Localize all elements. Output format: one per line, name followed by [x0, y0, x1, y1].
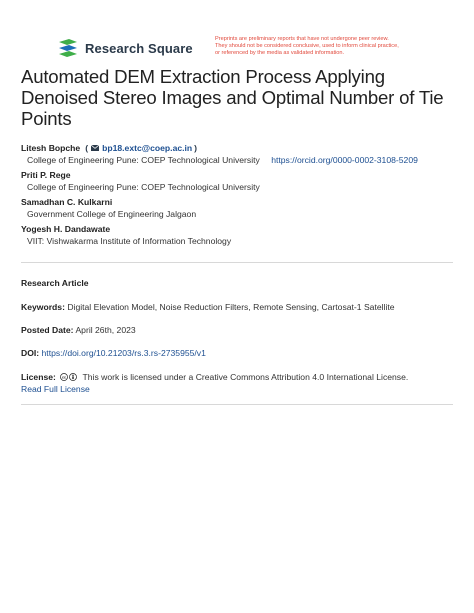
research-square-logo-icon — [57, 38, 79, 58]
preprint-notice-line: or referenced by the media as validated information. — [215, 50, 345, 56]
author-affiliation: College of Engineering Pune: COEP Technological University — [27, 155, 260, 165]
posted-date-row — [21, 324, 453, 336]
posted-date-label: Posted Date: — [21, 325, 74, 335]
doi-label: DOI: — [21, 348, 40, 358]
author-item — [21, 222, 461, 249]
brand-name: Research Square — [85, 40, 193, 56]
preprint-notice-line: Preprints are preliminary reports that have not undergone peer review. — [215, 36, 389, 42]
svg-text:cc: cc — [62, 375, 67, 380]
author-item — [21, 168, 461, 195]
posted-date-value: April 26th, 2023 — [75, 325, 136, 335]
cc-icon — [60, 373, 68, 381]
author-affiliation-row — [21, 154, 461, 168]
section-divider — [21, 404, 453, 405]
author-name-row — [21, 141, 461, 154]
paper-title: Automated DEM Extraction Process Applying Denoised Stereo Images and Optimal Number of Tie Points — [21, 66, 444, 129]
by-icon — [69, 373, 77, 381]
section-divider — [21, 262, 453, 263]
preprint-notice — [215, 36, 445, 57]
author-name: Priti P. Rege — [21, 169, 71, 180]
author-item — [21, 195, 461, 222]
keywords-value: Digital Elevation Model, Noise Reduction Filters, Remote Sensing, Cartosat-1 Satellite — [67, 302, 395, 312]
author-affiliation: Government College of Engineering Jalgaon — [27, 209, 197, 219]
preprint-notice-line: They should not be considered conclusive, used to inform clinical practice, — [215, 43, 399, 49]
research-square-logo[interactable] — [57, 38, 193, 58]
author-email[interactable] — [85, 142, 197, 154]
author-name: Samadhan C. Kulkarni — [21, 196, 113, 207]
author-list — [21, 141, 461, 249]
license-row — [21, 371, 453, 395]
orcid-link[interactable]: https://orcid.org/0000-0002-3108-5209 — [271, 155, 418, 165]
author-affiliation: VIIT: Vishwakarma Institute of Information Technology — [27, 236, 232, 246]
email-close-paren: ) — [194, 142, 198, 153]
article-type — [21, 277, 453, 289]
author-affiliation: College of Engineering Pune: COEP Technological University — [27, 182, 260, 192]
author-item — [21, 141, 461, 168]
article-type-label: Research Article — [21, 278, 89, 288]
keywords-label: Keywords: — [21, 302, 65, 312]
license-label: License: — [21, 372, 56, 382]
author-name: Yogesh H. Dandawate — [21, 223, 111, 234]
read-full-license-link[interactable]: Read Full License — [21, 384, 90, 394]
email-open-paren: ( — [85, 142, 89, 153]
license-text: This work is licensed under a Creative Commons Attribution 4.0 International License. — [82, 372, 409, 382]
doi-link[interactable]: https://doi.org/10.21203/rs.3.rs-2735955/v1 — [41, 348, 206, 358]
envelope-icon — [91, 145, 99, 151]
email-link[interactable]: bp18.extc@coep.ac.in — [102, 142, 193, 153]
doi-row — [21, 347, 453, 359]
keywords-row — [21, 301, 453, 313]
author-name: Litesh Bopche — [21, 142, 81, 153]
license-icons — [60, 373, 78, 381]
header — [57, 36, 437, 62]
